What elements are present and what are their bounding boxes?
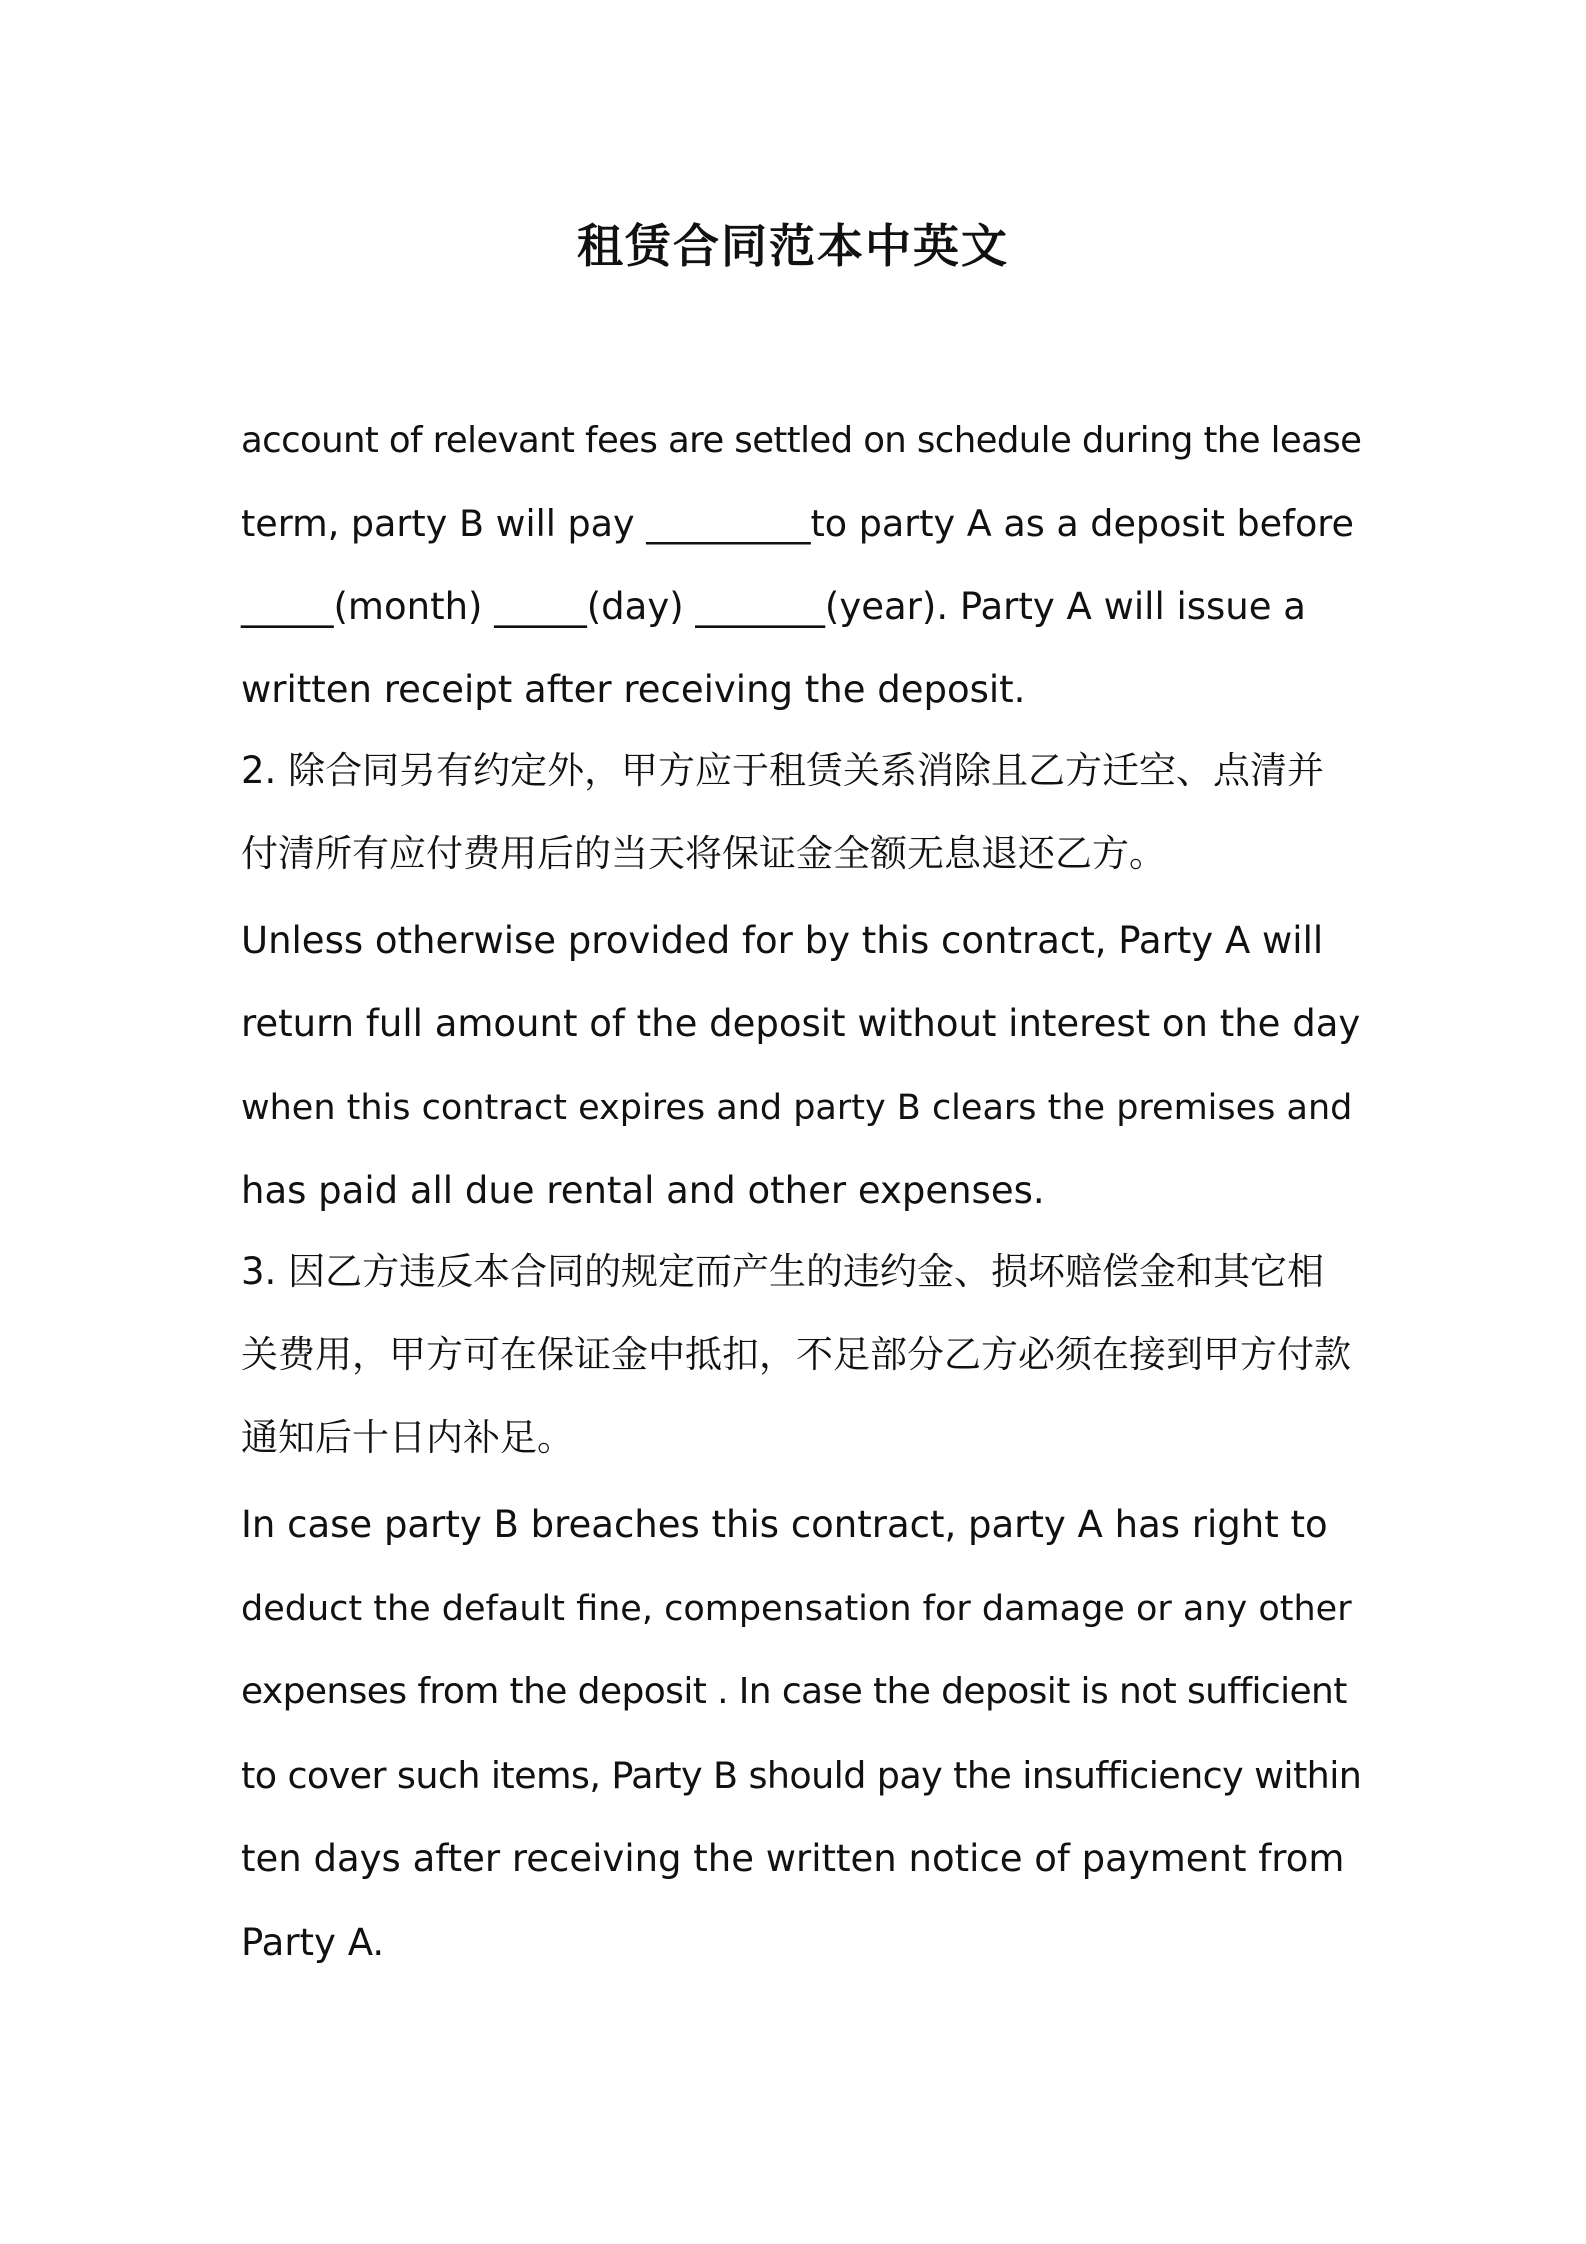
text-line: account of relevant fees are settled on schedule during the lease [241, 420, 1362, 461]
text-line: 3. 因乙方违反本合同的规定而产生的违约金、损坏赔偿金和其它相 [241, 1250, 1325, 1293]
text-line: 关费用，甲方可在保证金中抵扣，不足部分乙方必须在接到甲方付款 [241, 1333, 1351, 1376]
text-line: has paid all due rental and other expenses. [241, 1169, 1045, 1212]
text-line: 通知后十日内补足。 [241, 1416, 574, 1459]
text-line: Unless otherwise provided for by this contract, Party A will [241, 919, 1324, 962]
text-line: term, party B will pay _________to party A as a deposit before [241, 502, 1354, 545]
text-line: ten days after receiving the written notice of payment from [241, 1837, 1345, 1880]
text-line: deduct the default fine, compensation for damage or any other [241, 1589, 1352, 1629]
text-line: 2. 除合同另有约定外，甲方应于租赁关系消除且乙方迁空、点清并 [241, 749, 1325, 792]
text-line: to cover such items, Party B should pay the insufficiency within [241, 1754, 1362, 1797]
text-line: expenses from the deposit . In case the deposit is not sufficient [241, 1671, 1347, 1712]
text-line: _____(month) _____(day) _______(year). Party A will issue a [241, 585, 1306, 628]
text-line: 付清所有应付费用后的当天将保证金全额无息退还乙方。 [241, 832, 1166, 875]
text-line: return full amount of the deposit without interest on the day [241, 1002, 1361, 1045]
text-line: when this contract expires and party B clears the premises and [241, 1088, 1353, 1128]
text-line: written receipt after receiving the deposit. [241, 668, 1026, 711]
text-line: Party A. [241, 1921, 385, 1964]
document-title: 租赁合同范本中英文 [577, 219, 1009, 273]
text-line: In case party B breaches this contract, party A has right to [241, 1503, 1328, 1546]
